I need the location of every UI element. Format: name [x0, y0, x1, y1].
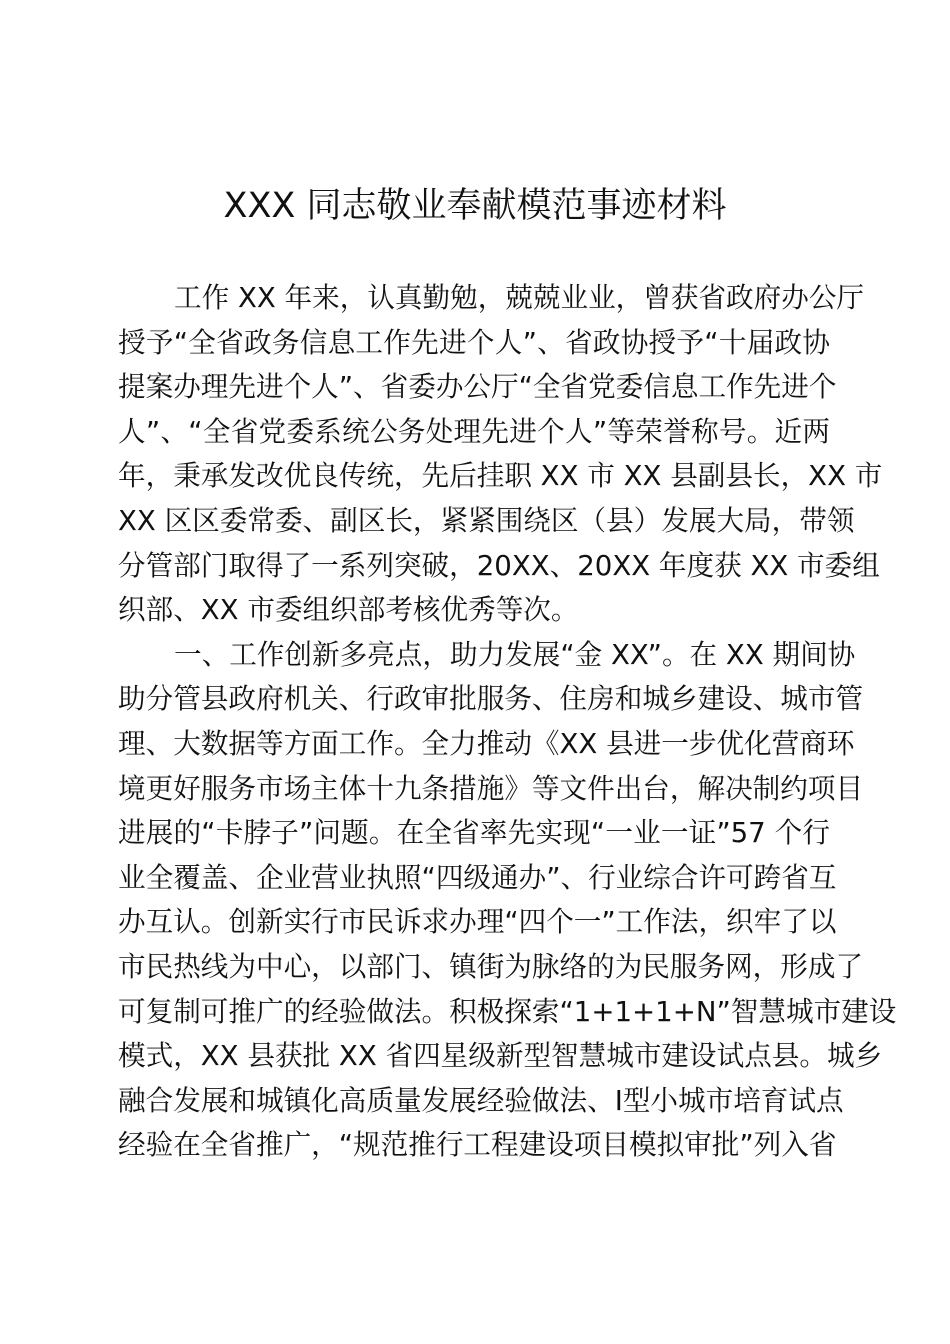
document-title: XXX 同志敬业奉献模范事迹材料	[223, 186, 727, 226]
paragraph-line: 分管部门取得了一系列突破，20XX、20XX 年度获 XX 市委组	[118, 548, 880, 582]
paragraph-line: 授予“全省政务信息工作先进个人”、省政协授予“十届政协	[118, 325, 830, 359]
paragraph-line: 经验在全省推广，“规范推行工程建设项目模拟审批”列入省	[118, 1128, 837, 1162]
paragraph-line: 一、工作创新多亮点，助力发展“金 XX”。在 XX 期间协	[174, 637, 856, 671]
paragraph-line: 进展的“卡脖子”问题。在全省率先实现“一业一证”57 个行	[118, 816, 830, 850]
paragraph-line: 境更好服务市场主体十九条措施》等文件出台，解决制约项目	[118, 771, 864, 805]
paragraph-line: 市民热线为中心，以部门、镇街为脉络的为民服务网，形成了	[118, 949, 864, 983]
paragraph-line: 办互认。创新实行市民诉求办理“四个一”工作法，织牢了以	[118, 905, 837, 939]
paragraph-line: XX 区区委常委、副区长，紧紧围绕区（县）发展大局，带领	[118, 503, 855, 537]
paragraph-line: 织部、XX 市委组织部考核优秀等次。	[118, 593, 579, 627]
paragraph-line: 年，秉承发改优良传统，先后挂职 XX 市 XX 县副县长，XX 市	[118, 459, 883, 493]
document-body	[118, 276, 897, 1168]
paragraph-line: 模式，XX 县获批 XX 省四星级新型智慧城市建设试点县。城乡	[118, 1039, 883, 1073]
paragraph-line: 理、大数据等方面工作。全力推动《XX 县进一步优化营商环	[118, 726, 855, 760]
paragraph-line: 提案办理先进个人”、省委办公厅“全省党委信息工作先进个	[118, 370, 837, 404]
paragraph-1	[118, 276, 883, 633]
paragraph-line: 助分管县政府机关、行政审批服务、住房和城乡建设、城市管	[118, 682, 864, 716]
paragraph-2	[118, 633, 897, 1168]
paragraph-line: 融合发展和城镇化高质量发展经验做法、Ⅰ型小城市培育试点	[118, 1083, 844, 1117]
paragraph-line: 工作 XX 年来，认真勤勉，兢兢业业，曾获省政府办公厅	[174, 281, 865, 314]
paragraph-line: 业全覆盖、企业营业执照“四级通办”、行业综合许可跨省互	[118, 860, 837, 894]
paragraph-line: 可复制可推广的经验做法。积极探索“1+1+1+N”智慧城市建设	[118, 994, 897, 1028]
paragraph-line: 人”、“全省党委系统公务处理先进个人”等荣誉称号。近两	[118, 414, 830, 448]
